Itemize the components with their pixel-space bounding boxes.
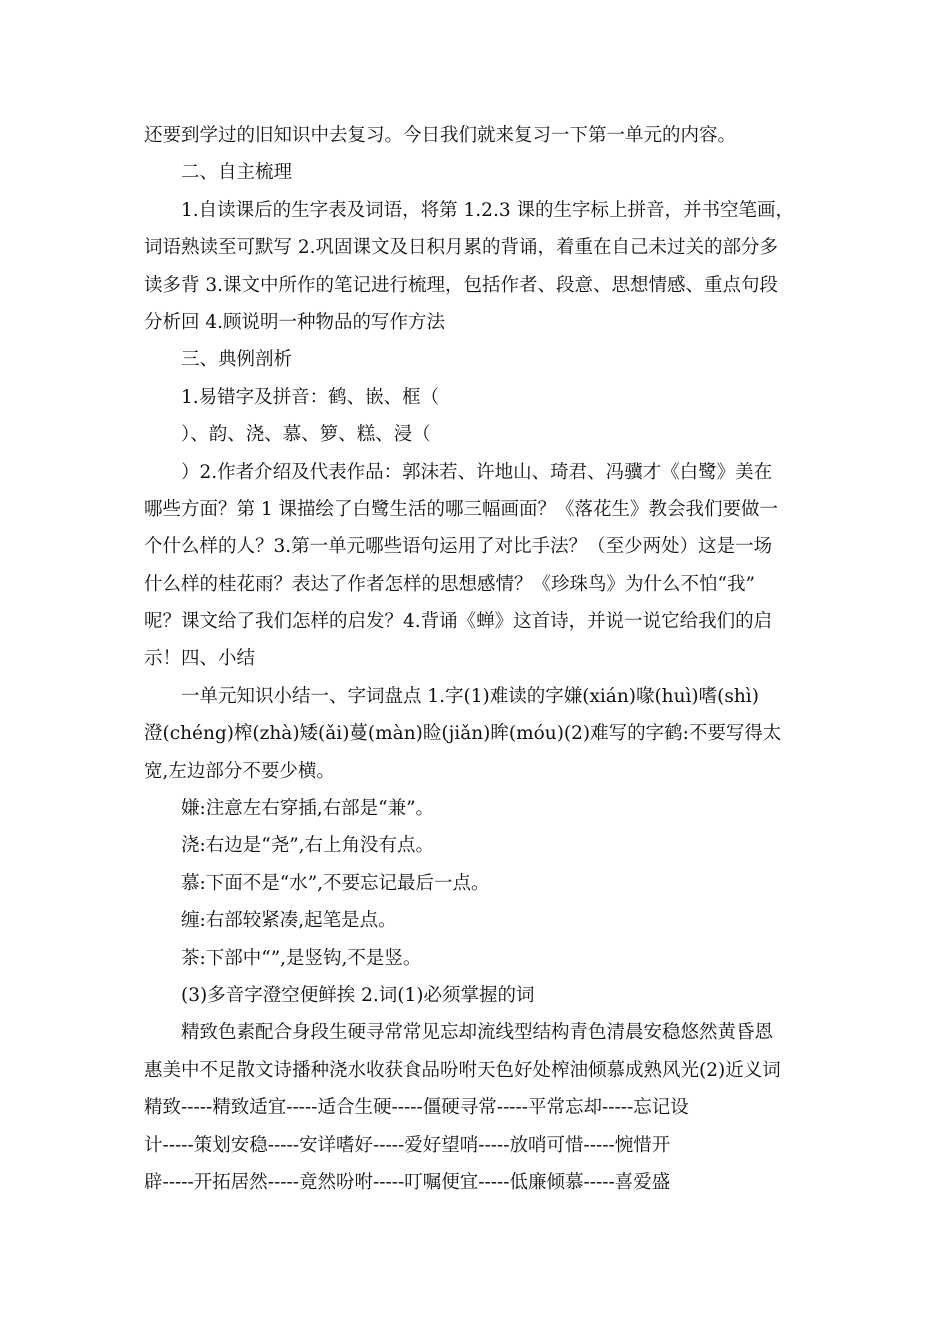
text-line: 分析回 4.顾说明一种物品的写作方法 (144, 311, 446, 333)
text-line: 1.易错字及拼音：鹤、嵌、框（ (181, 386, 440, 408)
text-line: 宽,左边部分不要少横。 (144, 760, 335, 782)
text-line: 什么样的桂花雨？表达了作者怎样的思想感情？《珍珠鸟》为什么不怕“我” (144, 573, 755, 595)
text-line: 缠:右部较紧凑,起笔是点。 (181, 910, 397, 932)
text-line: 词语熟读至可默写 2.巩固课文及日积月累的背诵，着重在自己未过关的部分多 (144, 237, 779, 259)
text-line: 呢？课文给了我们怎样的启发？4.背诵《蝉》这首诗，并说一说它给我们的启 (144, 611, 773, 633)
text-line: 哪些方面？第 1 课描绘了白鹭生活的哪三幅画面？《落花生》教会我们要做一 (144, 498, 779, 520)
text-line: (3)多音字澄空便鲜挨 2.词(1)必须掌握的词 (181, 984, 535, 1006)
text-line: 一单元知识小结一、字词盘点 1.字(1)难读的字嫌(xián)喙(huì)嗜(shì) (181, 685, 759, 707)
text-line: 茶:下部中“”,是竖钩,不是竖。 (181, 947, 422, 969)
section-heading: 三、典例剖析 (181, 349, 293, 371)
text-line: ）、韵、浇、慕、箩、糕、浸（ (181, 424, 431, 446)
text-line: 惠美中不足散文诗播种浇水收获食品吩咐天色好处榨油倾慕成熟风光(2)近义词 (144, 1059, 781, 1081)
text-line: 还要到学过的旧知识中去复习。今日我们就来复习一下第一单元的内容。 (144, 125, 737, 146)
text-line: 澄(chéng)榨(zhà)矮(ǎi)蔓(màn)睑(jiǎn)眸(móu)(2)难写的字鹤:不要写得太 (144, 723, 782, 745)
text-line: 慕:下面不是“水”,不要忘记最后一点。 (181, 872, 490, 894)
text-line: 示！四、小结 (144, 648, 256, 670)
text-line: 个什么样的人？3.第一单元哪些语句运用了对比手法？（至少两处）这是一场 (144, 536, 773, 558)
text-line: 1.自读课后的生字表及词语，将第 1.2.3 课的生字标上拼音，并书空笔画， (181, 199, 794, 221)
section-heading: 二、自主梳理 (181, 162, 293, 184)
text-line: 辟-----开拓居然-----竟然吩咐-----叮嘱便宜-----低廉倾慕-----喜爱盛 (144, 1171, 671, 1193)
text-line: 计-----策划安稳-----安详嗜好-----爱好望哨-----放哨可惜-----惋惜开 (144, 1134, 671, 1156)
text-line: ）2.作者介绍及代表作品：郭沫若、许地山、琦君、冯骥才《白鹭》美在 (181, 461, 773, 483)
text-line: 嫌:注意左右穿插,右部是“兼”。 (181, 798, 435, 820)
text-line: 精致色素配合身段生硬寻常常见忘却流线型结构青色清晨安稳悠然黄昏恩 (181, 1022, 774, 1044)
text-line: 精致-----精致适宜-----适合生硬-----僵硬寻常-----平常忘却-----忘记设 (144, 1097, 689, 1119)
text-line: 读多背 3.课文中所作的笔记进行梳理，包括作者、段意、思想情感、重点句段 (144, 274, 779, 296)
document-body (144, 117, 814, 1201)
text-line: 浇:右边是“尧”,右上角没有点。 (181, 835, 435, 857)
